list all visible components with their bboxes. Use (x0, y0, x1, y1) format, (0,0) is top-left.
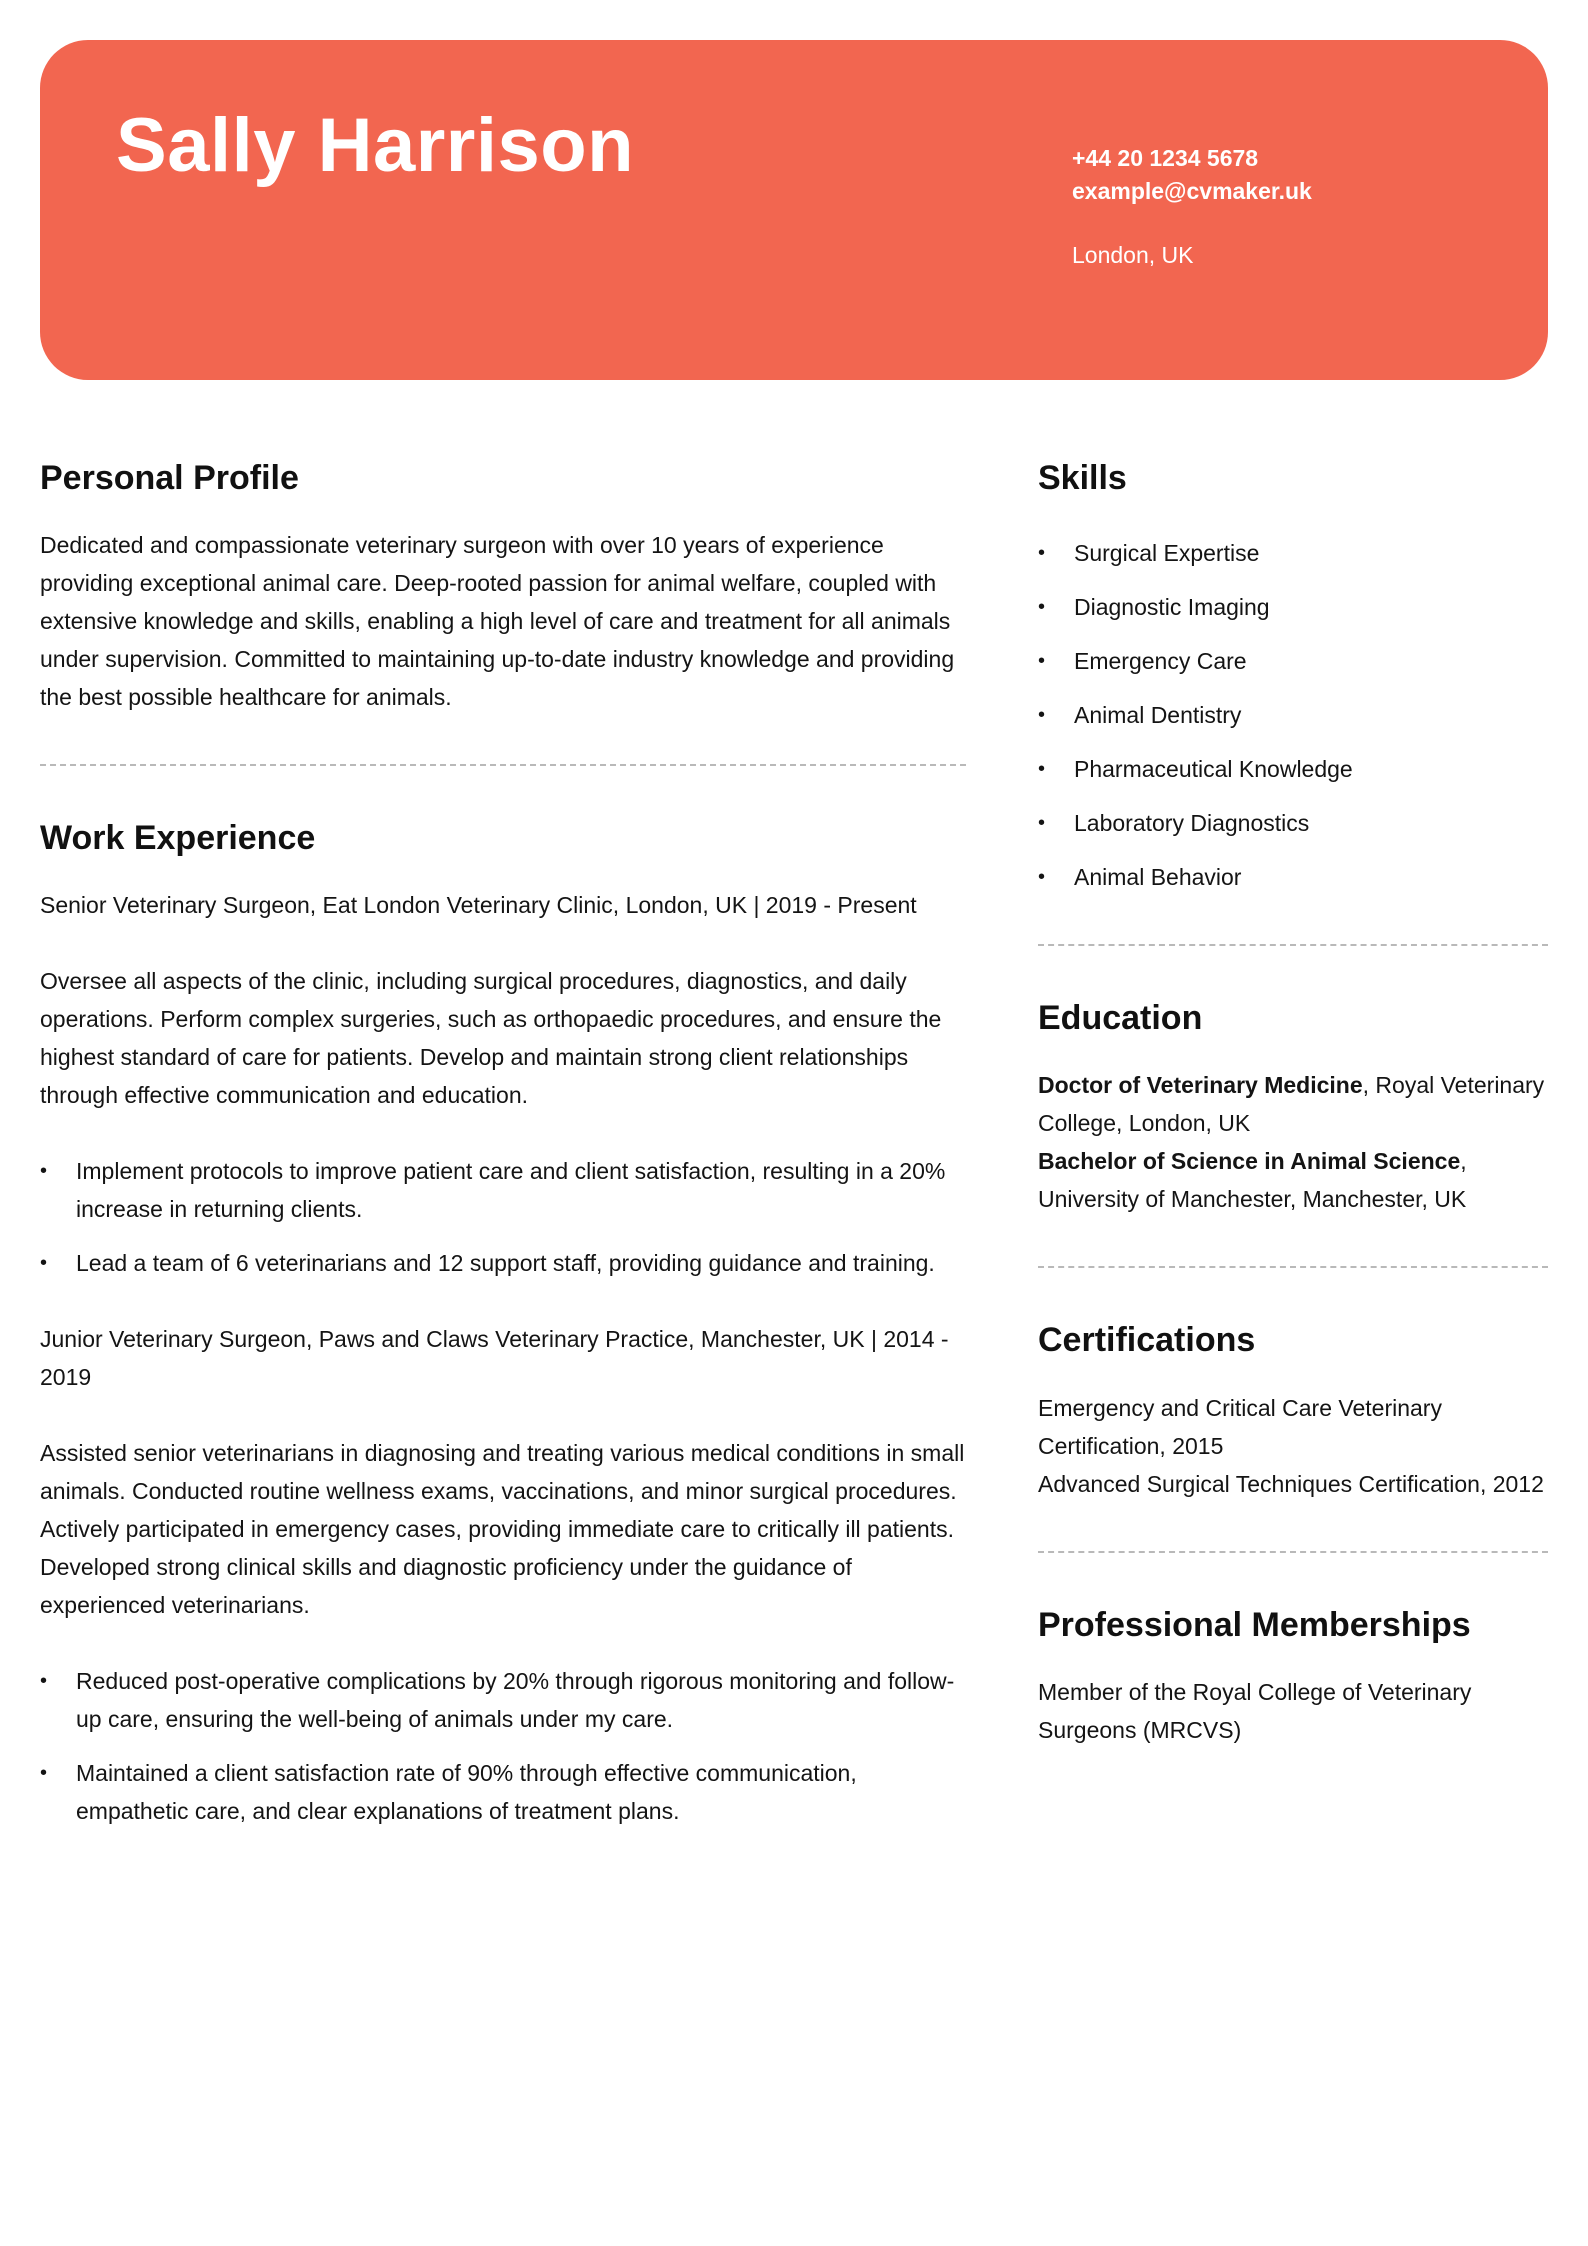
personal-profile-heading: Personal Profile (40, 459, 299, 497)
education-entry (1038, 1142, 1548, 1218)
contact-block (1072, 142, 1312, 272)
section-divider (1038, 944, 1548, 946)
memberships-section (1038, 1603, 1548, 1749)
skill-item: • Pharmaceutical Knowledge (1038, 750, 1548, 788)
skill-item: • Laboratory Diagnostics (1038, 804, 1548, 842)
personal-profile-section (40, 456, 966, 716)
work-experience-heading: Work Experience (40, 819, 316, 858)
section-divider (1038, 1551, 1548, 1553)
job-entry (40, 886, 966, 1282)
section-divider (40, 764, 966, 766)
sidebar-column (1038, 456, 1548, 1749)
education-heading: Education (1038, 999, 1203, 1038)
skill-item: • Surgical Expertise (1038, 534, 1548, 572)
email-address[interactable]: example@cvmaker.uk (1072, 178, 1312, 204)
degree-name: Doctor of Veterinary Medicine (1038, 1072, 1363, 1099)
job-description: Assisted senior veterinarians in diagnosing and treating various medical conditions in small animals. Conducted routine wellness exams, vaccinations, and minor surgical procedures. Actively participated in emergency cases, providing immediate care to critically ill patients. Developed strong clinical skills and diagnostic proficiency under the guidance of experienced veterinarians. (40, 1440, 965, 1619)
skills-section (1038, 456, 1548, 896)
candidate-name: Sally Harrison (116, 103, 635, 188)
membership-text: Member of the Royal College of Veterinary Surgeons (MRCVS) (1038, 1678, 1472, 1743)
certifications-heading: Certifications (1038, 1321, 1256, 1360)
achievement-item: • Reduced post-operative complications by 20% through rigorous monitoring and follow-up care, ensuring the well-being of animals under my care. (40, 1662, 966, 1738)
skill-item: • Animal Dentistry (1038, 696, 1548, 734)
degree-institution: , Royal Veterinary College, London, UK (1038, 1072, 1545, 1137)
job-description: Oversee all aspects of the clinic, including surgical procedures, diagnostics, and daily operations. Perform complex surgeries, such as orthopaedic procedures, and ensure the highest standard of care for patients. Develop and maintain strong client relationships through effective communication and education. (40, 968, 942, 1109)
job-title-line: Senior Veterinary Surgeon, Eat London Veterinary Clinic, London, UK | 2019 - Present (40, 892, 917, 919)
personal-profile-text: Dedicated and compassionate veterinary surgeon with over 10 years of experience providing exceptional animal care. Deep-rooted passion for animal welfare, coupled with extensive knowledge and skills, enabling a high level of care and treatment for all animals under supervision. Committed to maintaining up-to-date industry knowledge and providing the best possible healthcare for animals. (40, 532, 955, 711)
achievement-item: • Implement protocols to improve patient care and client satisfaction, resulting in a 20% increase in returning clients. (40, 1152, 966, 1228)
degree-institution: , University of Manchester, Manchester, UK (1038, 1148, 1467, 1213)
phone-number[interactable]: +44 20 1234 5678 (1072, 145, 1259, 171)
main-column (40, 456, 966, 1868)
skill-item: • Emergency Care (1038, 642, 1548, 680)
education-entry (1038, 1066, 1548, 1142)
job-achievements (40, 1152, 966, 1282)
skills-heading: Skills (1038, 459, 1127, 497)
location: London, UK (1072, 242, 1194, 268)
certification-item: Emergency and Critical Care Veterinary Certification, 2015 (1038, 1394, 1442, 1459)
job-achievements (40, 1662, 966, 1830)
degree-name: Bachelor of Science in Animal Science (1038, 1148, 1461, 1175)
header-banner (40, 40, 1548, 380)
work-experience-section (40, 816, 966, 1830)
achievement-item: • Maintained a client satisfaction rate of 90% through effective communication, empathetic care, and clear explanations of treatment plans. (40, 1754, 966, 1830)
memberships-heading: Professional Memberships (1038, 1605, 1471, 1644)
education-section (1038, 996, 1548, 1218)
skill-item: • Diagnostic Imaging (1038, 588, 1548, 626)
certifications-section (1038, 1318, 1548, 1502)
skill-item: • Animal Behavior (1038, 858, 1548, 896)
job-title-line: Junior Veterinary Surgeon, Paws and Claws Veterinary Practice, Manchester, UK | 2014 - 2019 (40, 1326, 949, 1391)
job-entry (40, 1320, 966, 1830)
certification-item: Advanced Surgical Techniques Certification, 2012 (1038, 1470, 1544, 1497)
skills-list (1038, 534, 1548, 896)
section-divider (1038, 1266, 1548, 1268)
achievement-item: • Lead a team of 6 veterinarians and 12 support staff, providing guidance and training. (40, 1244, 966, 1282)
